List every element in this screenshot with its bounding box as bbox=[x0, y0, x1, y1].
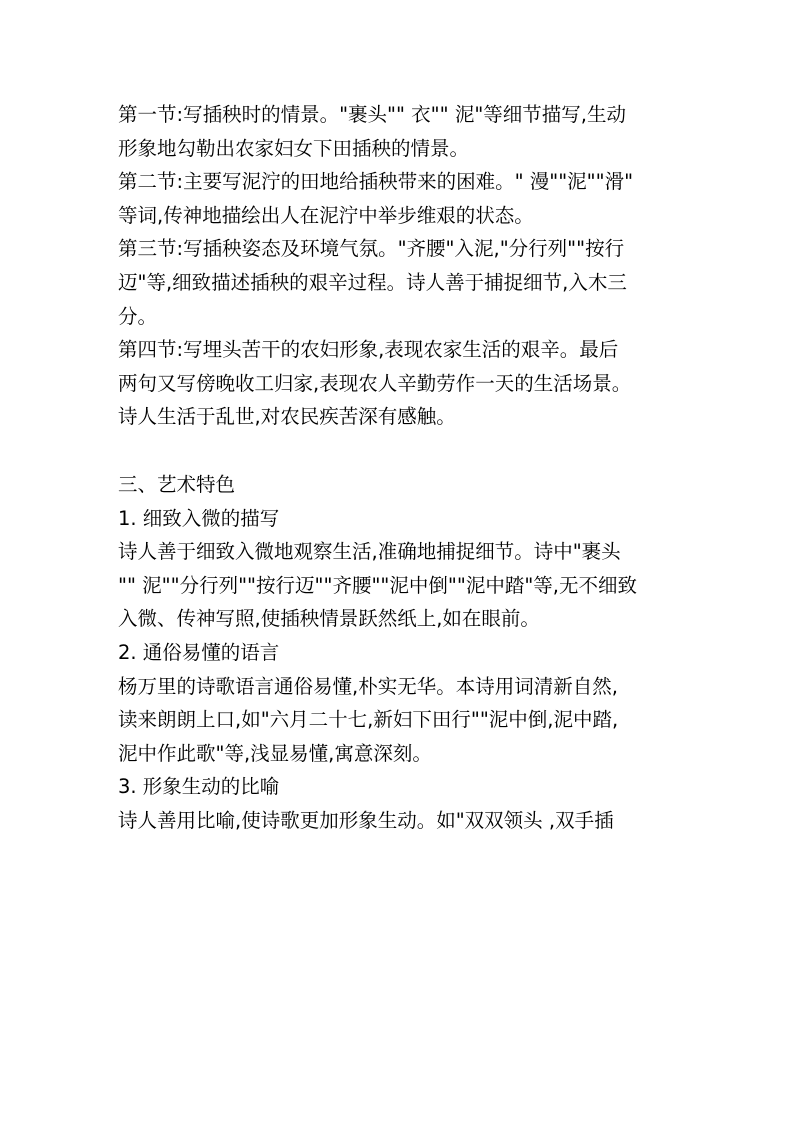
text-line: 等词,传神地描绘出人在泥泞中举步维艰的状态。 bbox=[118, 203, 534, 227]
text-line: 第三节:写插秧姿态及环境气氛。"齐腰"入泥,"分行列""按行 bbox=[118, 237, 625, 261]
text-line: 入微、传神写照,使插秧情景跃然纸上,如在眼前。 bbox=[118, 607, 540, 631]
text-line: 诗人善用比喻,使诗歌更加形象生动。如"双双领头 ,双手插 bbox=[118, 808, 614, 832]
text-line: "" 泥""分行列""按行迈""齐腰""泥中倒""泥中踏"等,无不细致 bbox=[118, 573, 637, 597]
text-line: 迈"等,细致描述插秧的艰辛过程。诗人善于捕捉细节,入木三 bbox=[118, 270, 627, 294]
document-body bbox=[118, 98, 684, 837]
text-line: 读来朗朗上口,如"六月二十七,新妇下田行""泥中倒,泥中踏, bbox=[118, 708, 619, 732]
text-line: 第一节:写插秧时的情景。"裹头"" 衣"" 泥"等细节描写,生动 bbox=[118, 103, 626, 126]
text-line: 第四节:写埋头苦干的农妇形象,表现农家生活的艰辛。最后 bbox=[118, 338, 619, 362]
text-line: 分。 bbox=[118, 304, 158, 328]
text-line: 诗人善于细致入微地观察生活,准确地捕捉细节。诗中"裹头 bbox=[118, 540, 621, 564]
text-line: 杨万里的诗歌语言通俗易懂,朴实无华。本诗用词清新自然, bbox=[118, 674, 618, 698]
subsection-heading: 2. 通俗易懂的语言 bbox=[118, 640, 280, 664]
text-line: 形象地勾勒出农家妇女下田插秧的情景。 bbox=[118, 136, 470, 160]
text-line: 泥中作此歌"等,浅显易懂,寓意深刻。 bbox=[118, 741, 432, 765]
text-line: 两句又写傍晚收工归家,表现农人辛勤劳作一天的生活场景。 bbox=[118, 371, 632, 395]
text-line: 第二节:主要写泥泞的田地给插秧带来的困难。" 漫""泥""滑" bbox=[118, 170, 634, 194]
paragraph-gap bbox=[118, 434, 684, 468]
subsection-heading: 1. 细致入微的描写 bbox=[118, 506, 280, 530]
text-line: 诗人生活于乱世,对农民疾苦深有感触。 bbox=[118, 405, 456, 429]
section-heading: 三、艺术特色 bbox=[118, 472, 236, 496]
subsection-heading: 3. 形象生动的比喻 bbox=[118, 775, 280, 799]
